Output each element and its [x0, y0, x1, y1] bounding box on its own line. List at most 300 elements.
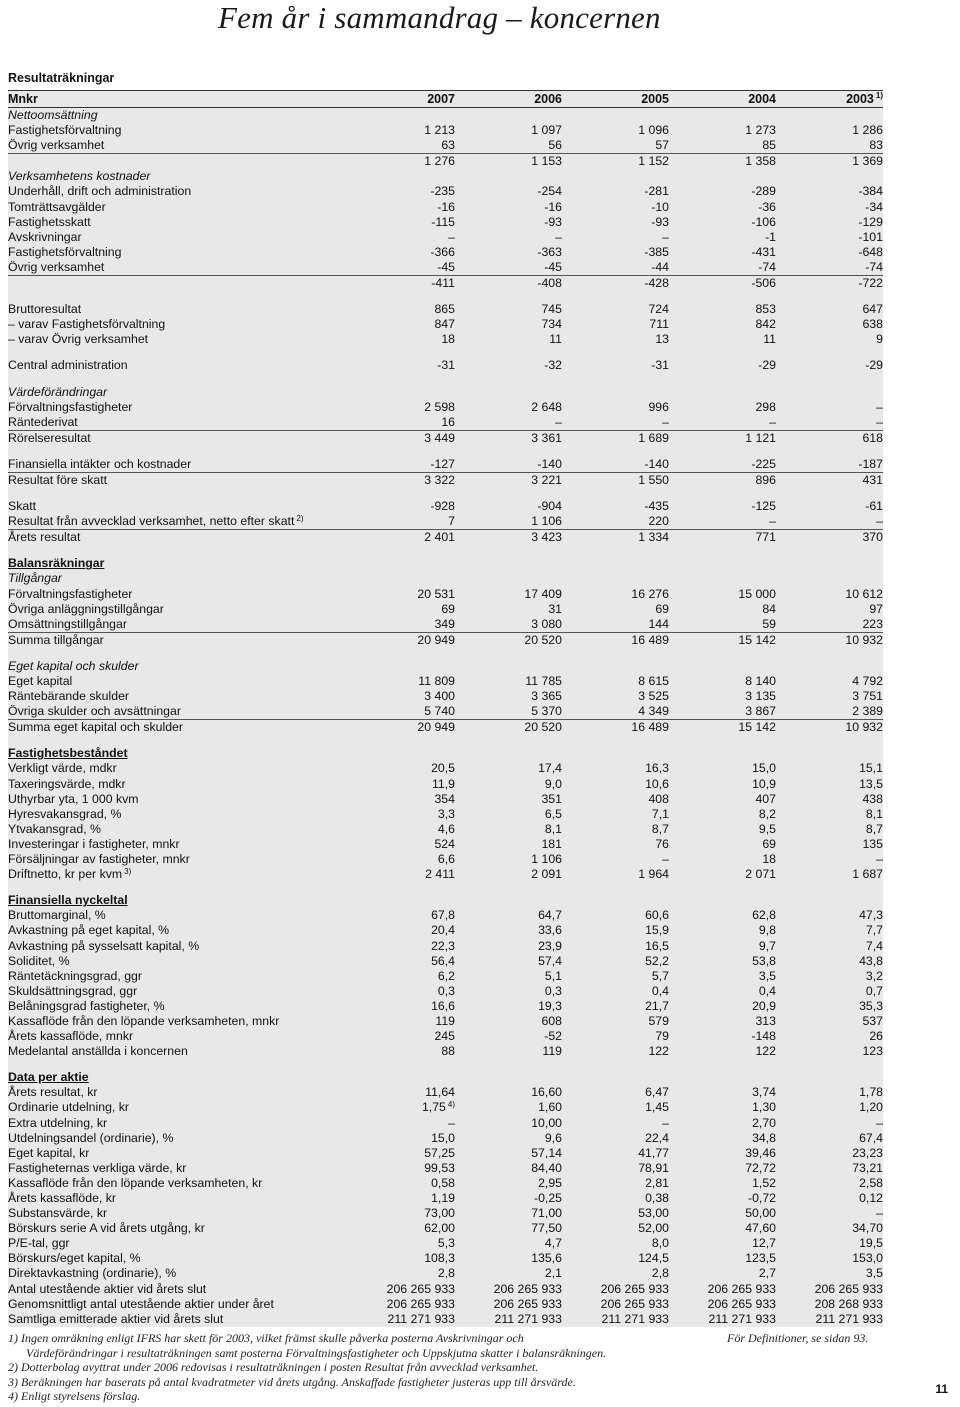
- row-label: [8, 1070, 348, 1085]
- row-value: [776, 1206, 883, 1221]
- table-row: [8, 761, 883, 776]
- row-value-text: 123: [862, 1044, 883, 1059]
- table-row: [8, 215, 883, 230]
- row-value: [776, 1014, 883, 1029]
- row-value-text: 206 265 933: [386, 1296, 455, 1311]
- row-value-text: 349: [434, 616, 455, 631]
- row-label-text: Genomsnittligt antal utestående aktier under året: [8, 1296, 274, 1311]
- row-value-text: -31: [651, 358, 669, 373]
- row-value-text: 2 091: [531, 867, 562, 882]
- row-value: [776, 837, 883, 852]
- row-value: [776, 1161, 883, 1176]
- row-value: [562, 969, 669, 984]
- row-value-text: 2 389: [852, 704, 883, 719]
- row-value: [776, 807, 883, 822]
- row-label-text: Räntederivat: [8, 414, 78, 429]
- row-value-text: 0,3: [544, 983, 562, 998]
- row-value: [348, 276, 455, 291]
- row-label: [8, 674, 348, 689]
- row-value: [669, 674, 776, 689]
- row-value-text: 22,4: [645, 1130, 669, 1145]
- row-label-text: Eget kapital, kr: [8, 1145, 90, 1160]
- row-value: [776, 215, 883, 230]
- row-value: [776, 358, 883, 373]
- row-value-text: 16,6: [431, 998, 455, 1013]
- row-value: [348, 431, 455, 446]
- row-label: [8, 1191, 348, 1206]
- row-value: [348, 123, 455, 138]
- row-value: [455, 867, 562, 882]
- row-value-text: 9,7: [758, 938, 776, 953]
- row-label-text: Summa tillgångar: [8, 632, 104, 647]
- row-value: [348, 923, 455, 938]
- table-row: [8, 1206, 883, 1221]
- spacer-row: [8, 1059, 883, 1070]
- row-value-text: –: [876, 1115, 883, 1130]
- row-value: [455, 1312, 562, 1327]
- row-value-text: –: [448, 1115, 455, 1130]
- row-value-text: -722: [858, 276, 883, 291]
- row-value: [669, 1282, 776, 1297]
- row-value: [455, 1251, 562, 1266]
- sum-row: [8, 153, 883, 169]
- table-row: [8, 587, 883, 602]
- row-value: [562, 867, 669, 882]
- row-label: [8, 587, 348, 602]
- row-label-text: Resultat före skatt: [8, 472, 108, 487]
- row-label: [8, 499, 348, 514]
- row-value-text: 11: [549, 332, 562, 347]
- row-value-text: -101: [858, 229, 883, 244]
- row-label-text: Övrig verksamhet: [8, 259, 105, 274]
- row-value-text: -384: [858, 184, 883, 199]
- row-label-text: Fastighetsskatt: [8, 214, 91, 229]
- row-value-text: 211 271 933: [815, 1311, 883, 1326]
- table-row: [8, 1044, 883, 1059]
- table-row: [8, 1146, 883, 1161]
- row-value-text: 5,3: [437, 1236, 455, 1251]
- row-value: [455, 908, 562, 923]
- row-value-text: 3 080: [531, 616, 562, 631]
- row-value-text: 26: [869, 1029, 883, 1044]
- table-row: [8, 1085, 883, 1100]
- row-value-text: -254: [537, 184, 562, 199]
- section-title-row: [8, 571, 883, 586]
- row-value-text: 9,8: [758, 923, 776, 938]
- row-value-text: -52: [544, 1029, 562, 1044]
- row-value-text: 15 142: [738, 632, 776, 647]
- row-value: [562, 200, 669, 215]
- row-value-text: -506: [751, 276, 776, 291]
- row-value: [455, 317, 562, 332]
- row-value: [562, 984, 669, 999]
- row-value: [669, 200, 776, 215]
- row-value-text: 847: [434, 317, 455, 332]
- row-value: [562, 530, 669, 545]
- row-value: [348, 457, 455, 472]
- row-value-text: 842: [755, 317, 776, 332]
- row-value-text: 11 809: [418, 674, 455, 688]
- row-value: [562, 276, 669, 291]
- row-value: [776, 245, 883, 260]
- row-value-text: 41,77: [638, 1145, 669, 1160]
- row-value-text: 19,5: [859, 1236, 883, 1251]
- row-value-text: 56: [548, 138, 562, 153]
- row-value-text: 211 271 933: [708, 1311, 776, 1326]
- row-value: [776, 954, 883, 969]
- row-value: [562, 1161, 669, 1176]
- row-value-text: 10 612: [845, 586, 883, 601]
- row-value-text: 1 106: [531, 514, 562, 529]
- row-value-text: 8,1: [544, 821, 562, 836]
- row-label: [8, 893, 348, 908]
- row-value: [348, 184, 455, 199]
- row-value-text: -385: [644, 244, 669, 259]
- row-label-text: Utdelningsandel (ordinarie), %: [8, 1130, 174, 1145]
- row-value-text: 8,7: [651, 821, 669, 836]
- row-value-text: 15,9: [645, 923, 669, 938]
- row-value-text: -16: [437, 199, 455, 214]
- row-label: [8, 1236, 348, 1251]
- row-value: [348, 761, 455, 776]
- row-value-text: 4,6: [437, 821, 455, 836]
- row-label-text: Fastighetsbeståndet: [8, 746, 128, 761]
- page-number: 11: [935, 1382, 948, 1396]
- row-label: [8, 1297, 348, 1312]
- row-value: [669, 1085, 776, 1100]
- row-value: [348, 939, 455, 954]
- row-value: [562, 317, 669, 332]
- row-value: [348, 792, 455, 807]
- footnote-3: 3) Beräkningen har baserats på antal kvadratmeter vid årets utgång. Anskaffade fastigheter justeras upp till årsvärde.: [8, 1374, 576, 1389]
- row-value: [348, 1176, 455, 1191]
- sum-row: [8, 529, 883, 545]
- row-value: [776, 400, 883, 415]
- row-value-text: -93: [651, 214, 669, 229]
- row-value-text: -74: [865, 259, 883, 274]
- row-value: [455, 923, 562, 938]
- summary-table: [8, 90, 883, 1327]
- table-row: [8, 358, 883, 373]
- row-label-text: Omsättningstillgångar: [8, 616, 127, 631]
- row-value: [562, 777, 669, 792]
- row-value-text: –: [555, 414, 562, 429]
- table-row: [8, 923, 883, 938]
- table-row: [8, 260, 883, 275]
- header-year-2004: 2004: [748, 92, 776, 106]
- row-value: [669, 954, 776, 969]
- row-value: [562, 792, 669, 807]
- row-value-text: 351: [541, 791, 562, 806]
- sum-row: [8, 275, 883, 291]
- row-value-text: 79: [655, 1029, 669, 1044]
- row-value: [669, 123, 776, 138]
- row-value: [348, 1146, 455, 1161]
- row-value-text: 119: [435, 1013, 455, 1028]
- row-value: [455, 792, 562, 807]
- row-value-text: -225: [751, 456, 776, 471]
- row-value-text: 73,00: [424, 1206, 455, 1221]
- row-value-text: -431: [751, 244, 776, 259]
- row-value: [669, 908, 776, 923]
- row-value: [669, 1312, 776, 1327]
- row-value: [348, 138, 455, 153]
- row-value-text: 5 740: [424, 704, 455, 719]
- row-value: [776, 530, 883, 545]
- row-value-text: 1,30: [752, 1100, 776, 1115]
- row-value-text: 57,14: [531, 1145, 562, 1160]
- row-value: [776, 1221, 883, 1236]
- row-value: [776, 852, 883, 867]
- row-value: [455, 415, 562, 430]
- row-label: [8, 1044, 348, 1059]
- row-value-text: 88: [441, 1044, 455, 1059]
- row-value-text: –: [662, 229, 669, 244]
- row-label: [8, 761, 348, 776]
- row-value: [669, 215, 776, 230]
- row-value: [776, 184, 883, 199]
- row-label: [8, 852, 348, 867]
- row-value-text: 2 648: [531, 399, 562, 414]
- row-value: [562, 245, 669, 260]
- row-value-text: 1 964: [638, 867, 669, 882]
- row-label-text: – varav Fastighetsförvaltning: [8, 317, 166, 332]
- row-value-text: 2,70: [752, 1115, 776, 1130]
- table-row: [8, 689, 883, 704]
- row-value: [669, 1176, 776, 1191]
- row-value: [562, 302, 669, 317]
- row-value-text: 52,00: [638, 1221, 669, 1236]
- row-label-text: P/E-tal, ggr: [8, 1236, 70, 1251]
- row-value: [562, 1236, 669, 1251]
- row-value-text: 1 273: [745, 123, 776, 138]
- row-value: [669, 689, 776, 704]
- row-value: [455, 852, 562, 867]
- row-value: [669, 245, 776, 260]
- row-label: [8, 123, 348, 138]
- row-value-text: 9,5: [758, 821, 776, 836]
- row-value: [348, 1282, 455, 1297]
- row-value-text: 2,7: [758, 1266, 776, 1281]
- spacer-row: [8, 735, 883, 746]
- row-value-text: 6,6: [437, 852, 455, 867]
- row-value: [562, 1014, 669, 1029]
- row-value-text: 16 489: [631, 632, 669, 647]
- row-value-text: 122: [755, 1044, 776, 1059]
- row-value-text: 537: [862, 1013, 883, 1028]
- row-value-text: 17,4: [538, 761, 562, 776]
- row-value-text: -31: [437, 358, 455, 373]
- table-row: [8, 457, 883, 472]
- row-value: [776, 499, 883, 514]
- row-value: [455, 1266, 562, 1281]
- row-value: [562, 1085, 669, 1100]
- row-value: [562, 704, 669, 719]
- row-value: [776, 822, 883, 837]
- row-value: [669, 837, 776, 852]
- row-value-text: 10,6: [645, 776, 669, 791]
- row-value-text: 5,1: [544, 968, 562, 983]
- row-value: [348, 317, 455, 332]
- row-label-text: Rörelseresultat: [8, 430, 91, 445]
- row-label: [8, 822, 348, 837]
- row-value-text: 734: [541, 317, 562, 332]
- row-value-text: 72,72: [745, 1160, 776, 1175]
- row-value: [669, 969, 776, 984]
- row-value-text: –: [662, 414, 669, 429]
- row-value: [562, 923, 669, 938]
- row-value-text: 711: [649, 317, 669, 332]
- row-value-text: -289: [751, 184, 776, 199]
- row-value: [562, 1206, 669, 1221]
- row-label-text: Skuldsättningsgrad, ggr: [8, 983, 138, 998]
- row-value: [669, 184, 776, 199]
- row-value-text: 5,7: [651, 968, 669, 983]
- row-value: [348, 499, 455, 514]
- row-value-text: -115: [431, 214, 455, 229]
- row-value: [562, 954, 669, 969]
- row-value-text: 34,8: [752, 1130, 776, 1145]
- row-value: [562, 215, 669, 230]
- row-value-text: 8,0: [651, 1236, 669, 1251]
- row-value: [455, 215, 562, 230]
- row-label-text: Bruttomarginal, %: [8, 908, 106, 923]
- table-row: [8, 123, 883, 138]
- row-value-text: 16 276: [631, 586, 669, 601]
- row-value-text: -0,72: [747, 1191, 776, 1205]
- spacer-row: [8, 648, 883, 659]
- row-value: [348, 1014, 455, 1029]
- row-value: [348, 260, 455, 275]
- row-value-text: 206 265 933: [386, 1281, 455, 1296]
- table-row: [8, 852, 883, 867]
- table-row: [8, 302, 883, 317]
- row-value-text: 73,21: [852, 1160, 883, 1175]
- row-value: [455, 184, 562, 199]
- table-row: [8, 867, 883, 882]
- row-label: [8, 457, 348, 472]
- row-value-text: 2 411: [425, 867, 455, 882]
- row-label: [8, 1282, 348, 1297]
- row-value: [669, 431, 776, 446]
- row-value-text: 1 152: [638, 154, 669, 169]
- row-value-text: 220: [648, 514, 669, 529]
- row-value: [348, 908, 455, 923]
- row-label-text: Förvaltningsfastigheter: [8, 399, 133, 414]
- row-value: [776, 633, 883, 648]
- row-label: [8, 400, 348, 415]
- row-label-text: Räntebärande skulder: [8, 689, 129, 704]
- row-value: [669, 1251, 776, 1266]
- row-label-text: Årets resultat: [8, 530, 81, 545]
- row-value-text: 7,4: [865, 938, 883, 953]
- row-value: [455, 431, 562, 446]
- table-row: [8, 184, 883, 199]
- spacer-row: [8, 882, 883, 893]
- row-label-text: Kassaflöde från den löpande verksamheten, mnkr: [8, 1013, 280, 1028]
- row-value-text: 2,1: [544, 1266, 562, 1281]
- row-value: [348, 999, 455, 1014]
- row-label-text: Årets kassaflöde, kr: [8, 1191, 116, 1205]
- row-value-text: -29: [758, 358, 776, 373]
- row-value: [669, 260, 776, 275]
- row-value-text: 638: [862, 317, 883, 332]
- row-value-text: 63: [441, 138, 455, 153]
- row-value-text: 3,5: [758, 968, 776, 983]
- row-value-text: 16,3: [645, 761, 669, 776]
- row-label: [8, 154, 348, 169]
- row-value-text: -140: [537, 456, 562, 471]
- row-value: [776, 1266, 883, 1281]
- row-label: [8, 867, 348, 882]
- row-value-text: 0,12: [859, 1191, 883, 1205]
- row-value-text: 135: [862, 836, 883, 851]
- row-label: [8, 473, 348, 488]
- row-value-text: 206 265 933: [814, 1281, 883, 1296]
- row-value-text: 33,6: [538, 923, 562, 938]
- row-value: [455, 689, 562, 704]
- row-value: [348, 822, 455, 837]
- spacer-row: [8, 446, 883, 457]
- row-value-text: 22,3: [431, 938, 455, 953]
- spacer-row: [8, 374, 883, 385]
- row-label-text: Ordinarie utdelning, kr: [8, 1100, 129, 1115]
- row-label: [8, 556, 348, 571]
- row-value: [348, 473, 455, 488]
- row-value-text: 1 689: [638, 430, 669, 445]
- row-value-text: 1 276: [424, 154, 455, 169]
- row-label: [8, 908, 348, 923]
- row-label: [8, 1221, 348, 1236]
- row-value-text: -93: [544, 214, 562, 229]
- row-value-text: 122: [648, 1044, 669, 1059]
- row-value: [348, 674, 455, 689]
- table-row: [8, 1297, 883, 1312]
- row-value: [669, 852, 776, 867]
- row-value: [455, 1029, 562, 1044]
- row-value: [776, 674, 883, 689]
- row-value: [348, 332, 455, 347]
- row-value: [455, 1236, 562, 1251]
- row-value-text: -36: [758, 199, 776, 214]
- row-label: [8, 984, 348, 999]
- row-value-text: -366: [430, 244, 455, 259]
- group-title-row: [8, 556, 883, 571]
- table-row: [8, 602, 883, 617]
- row-value-text: 1,60: [538, 1100, 562, 1115]
- row-value: [348, 302, 455, 317]
- row-value-text: 9: [876, 332, 883, 347]
- row-value-text: 34,70: [852, 1221, 883, 1236]
- row-value: [669, 807, 776, 822]
- row-value-text: 2 598: [424, 399, 455, 414]
- row-label: [8, 1014, 348, 1029]
- header-year-2007: 2007: [427, 92, 455, 106]
- row-value: [562, 908, 669, 923]
- row-label: [8, 969, 348, 984]
- row-label-text: Substansvärde, kr: [8, 1206, 108, 1221]
- row-value: [455, 1014, 562, 1029]
- row-value-text: 13,5: [859, 776, 883, 791]
- row-label-text: Data per aktie: [8, 1070, 89, 1085]
- row-value-text: 608: [541, 1013, 562, 1028]
- row-value-text: 1 153: [531, 154, 562, 169]
- row-value-text: 896: [755, 472, 776, 487]
- row-value: [669, 1266, 776, 1281]
- row-label: [8, 358, 348, 373]
- row-label: [8, 302, 348, 317]
- row-value: [455, 1100, 562, 1115]
